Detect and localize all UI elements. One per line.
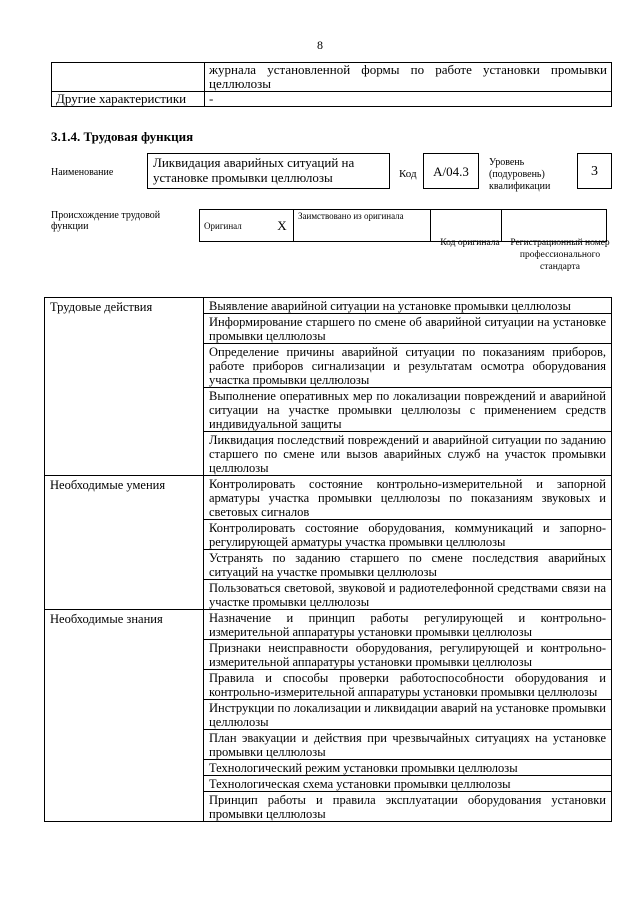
list-item: Пользоваться световой, звуковой и радиотелефонной средствами связи на участке промывки целлюлозы bbox=[204, 580, 612, 610]
list-item: Технологическая схема установки промывки целлюлозы bbox=[204, 776, 612, 792]
level-label: Уровень (подуровень) квалификации bbox=[489, 157, 551, 192]
category-required-skills: Необходимые умения bbox=[45, 476, 204, 610]
list-item: Принцип работы и правила эксплуатации оборудования установки промывки целлюлозы bbox=[204, 792, 612, 822]
list-item: Ликвидация последствий повреждений и аварийной ситуации по заданию старшего по смене или вызов аварийных служб на участок промывки целлюлозы bbox=[204, 432, 612, 476]
original-mark: X bbox=[271, 210, 294, 242]
category-required-knowledge: Необходимые знания bbox=[45, 610, 204, 822]
previous-section-table bbox=[51, 62, 612, 107]
origin-label: Происхождение трудовой функции bbox=[51, 210, 161, 232]
list-item: Выявление аварийной ситуации на установке промывки целлюлозы bbox=[204, 298, 612, 314]
table-row bbox=[45, 298, 612, 314]
labor-function-table bbox=[44, 297, 612, 822]
list-item: Контролировать состояние контрольно-измерительной и запорной арматуры участка промывки целлюлозы по показаниям звуковых и световых сигналов bbox=[204, 476, 612, 520]
other-characteristics-label: Другие характеристики bbox=[52, 92, 205, 107]
list-item: Определение причины аварийной ситуации по показаниям приборов, работе приборов сигнализации и результатам осмотра оборудования участка промывки целлюлозы bbox=[204, 344, 612, 388]
list-item: Инструкции по локализации и ликвидации аварий на установке промывки целлюлозы bbox=[204, 700, 612, 730]
list-item: Правила и способы проверки работоспособности оборудования и контрольно-измерительной аппаратуры установки промывки целлюлозы bbox=[204, 670, 612, 700]
list-item: Назначение и принцип работы регулирующей и контрольно-измерительной аппаратуры установки промывки целлюлозы bbox=[204, 610, 612, 640]
name-label: Наименование bbox=[51, 167, 114, 178]
table-cell-empty bbox=[52, 63, 205, 92]
list-item: Контролировать состояние оборудования, коммуникаций и запорно-регулирующей арматуры участка промывки целлюлозы bbox=[204, 520, 612, 550]
list-item: Выполнение оперативных мер по локализации повреждений и аварийной ситуации на участке промывки целлюлозы с применением средств индивидуальной защиты bbox=[204, 388, 612, 432]
code-label: Код bbox=[399, 168, 417, 180]
table-cell: журнала установленной формы по работе установки промывки целлюлозы bbox=[205, 63, 612, 92]
code-caption: Код оригинала bbox=[440, 238, 500, 248]
table-row bbox=[45, 476, 612, 520]
qualification-level-box: 3 bbox=[577, 153, 612, 189]
list-item: План эвакуации и действия при чрезвычайных ситуациях на установке промывки целлюлозы bbox=[204, 730, 612, 760]
table-row bbox=[52, 63, 612, 92]
page-number: 8 bbox=[317, 38, 323, 52]
other-characteristics-value: - bbox=[205, 92, 612, 107]
function-code-box: A/04.3 bbox=[423, 153, 479, 189]
list-item: Признаки неисправности оборудования, регулирующей и контрольно-измерительной аппаратуры установки промывки целлюлозы bbox=[204, 640, 612, 670]
table-row bbox=[52, 92, 612, 107]
section-title: 3.1.4. Трудовая функция bbox=[51, 129, 194, 144]
list-item: Устранять по заданию старшего по смене последствия аварийных ситуаций на участке промывки целлюлозы bbox=[204, 550, 612, 580]
registration-caption: Регистрационный номер профессионального стандарта bbox=[510, 238, 610, 272]
function-name-box: Ликвидация аварийных ситуаций на установке промывки целлюлозы bbox=[147, 153, 390, 189]
original-label: Оригинал bbox=[200, 210, 272, 242]
list-item: Информирование старшего по смене об аварийной ситуации на установке промывки целлюлозы bbox=[204, 314, 612, 344]
table-row bbox=[45, 610, 612, 640]
list-item: Технологический режим установки промывки целлюлозы bbox=[204, 760, 612, 776]
category-labor-actions: Трудовые действия bbox=[45, 298, 204, 476]
borrowed-label: Заимствовано из оригинала bbox=[294, 210, 431, 242]
